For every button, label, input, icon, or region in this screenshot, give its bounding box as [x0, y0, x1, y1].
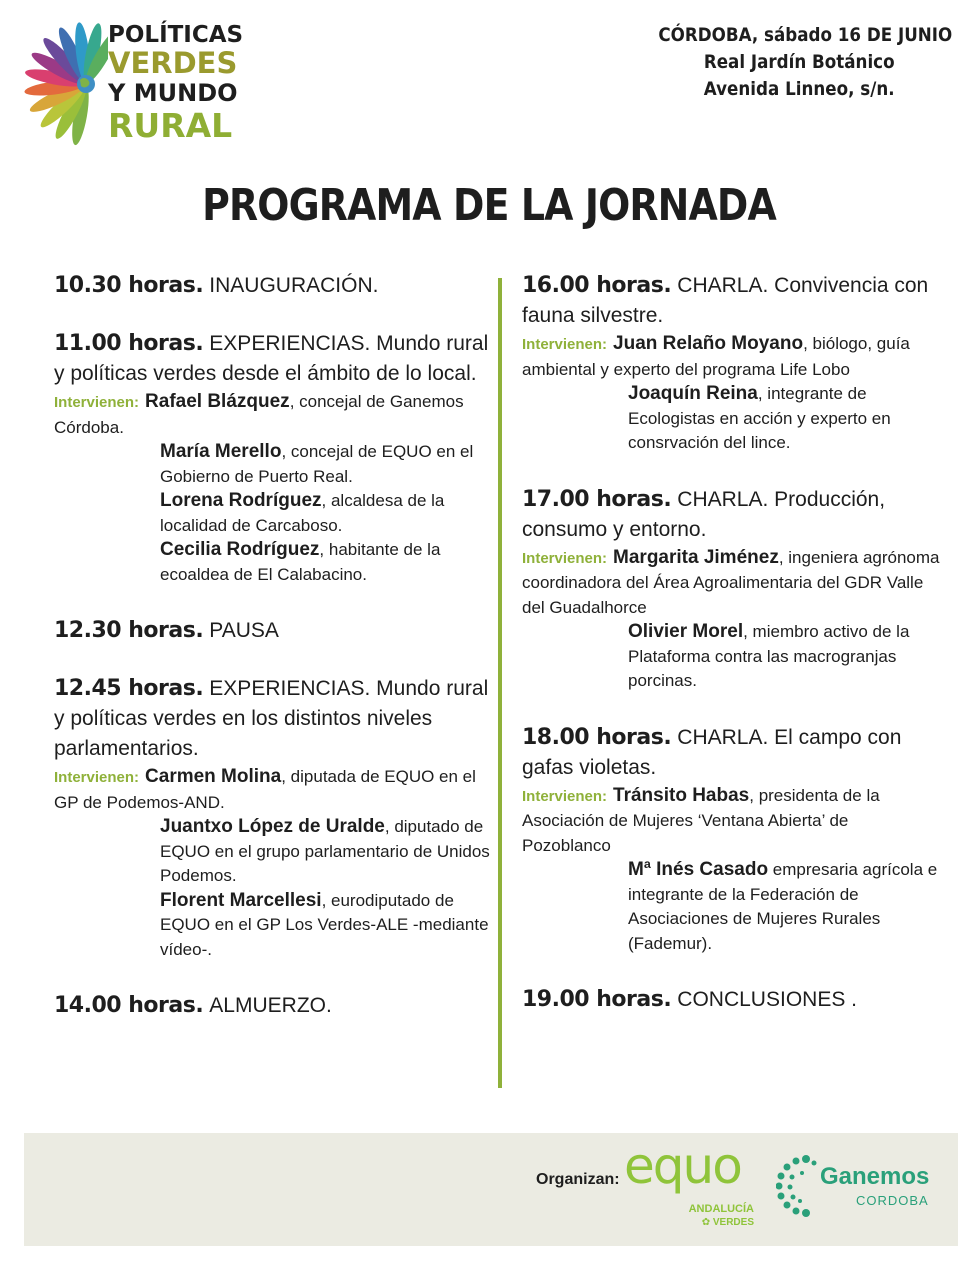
- speaker-desc: , concejal de Ganemos Córdoba.: [54, 392, 464, 437]
- schedule-left-column: [54, 270, 494, 1048]
- speaker-desc: , diputada de EQUO en el GP de Podemos-AND.: [54, 767, 476, 812]
- speakers-label: Intervienen:: [522, 336, 608, 353]
- equo-region: ANDALUCÍA: [688, 1203, 754, 1215]
- speaker-desc: , ingeniera agrónoma coordinadora del Área Agroalimentaria del GDR Valle del Guadalhorce: [522, 547, 940, 617]
- slot-time: 12.30 horas.: [54, 618, 204, 643]
- schedule-slot: [522, 270, 940, 456]
- speaker-desc: , integrante de Ecologistas en acción y experto en consrvación del lince.: [628, 384, 891, 452]
- event-logo: [24, 20, 264, 150]
- ganemos-wordmark: Ganemos: [820, 1163, 930, 1190]
- flower-logo-icon: [24, 20, 108, 150]
- slot-time: 10.30 horas.: [54, 273, 204, 298]
- slot-title: ALMUERZO.: [209, 994, 332, 1017]
- speaker-list: [522, 784, 940, 957]
- equo-wordmark: equo: [624, 1137, 741, 1195]
- schedule-slot: [54, 270, 494, 300]
- speaker-name: Mª Inés Casado: [628, 859, 769, 880]
- slot-title: EXPERIENCIAS. Mundo rural y políticas verdes en los distintos niveles parlamentarios.: [54, 677, 489, 760]
- slot-title: EXPERIENCIAS. Mundo rural y políticas verdes desde el ámbito de lo local.: [54, 332, 489, 385]
- schedule-slot: [54, 615, 494, 645]
- speaker-list: [522, 332, 940, 456]
- slot-time: 18.00 horas.: [522, 724, 672, 750]
- speakers-label: Intervienen:: [522, 549, 608, 567]
- slot-title: CHARLA. El campo con gafas violetas.: [522, 725, 902, 779]
- logo-line-3: Y MUNDO: [108, 79, 238, 107]
- speaker-name: Juan Relaño Moyano: [613, 333, 804, 354]
- speaker-name: Tránsito Habas: [613, 784, 750, 806]
- organizers-footer: [24, 1133, 958, 1246]
- column-divider: [498, 278, 502, 1088]
- speaker-desc: , eurodiputado de EQUO en el GP Los Verdes-ALE -mediante vídeo-.: [160, 890, 489, 959]
- slot-title: INAUGURACIÓN.: [209, 274, 379, 297]
- equo-logo: [624, 1137, 764, 1235]
- speaker-list: [54, 390, 494, 587]
- speaker-list: [522, 546, 940, 694]
- speaker-desc: , biólogo, guía ambiental y experto del programa Life Lobo: [522, 334, 910, 379]
- speakers-label: Intervienen:: [54, 769, 140, 786]
- speaker-list: [54, 765, 494, 962]
- speaker-name: Florent Marcellesi: [160, 889, 322, 911]
- ganemos-city: CORDOBA: [856, 1193, 929, 1208]
- speaker-name: Juantxo López de Uralde: [160, 816, 385, 837]
- organizers-label: Organizan:: [536, 1171, 620, 1188]
- speaker-name: María Merello: [160, 441, 282, 462]
- slot-time: 17.00 horas.: [522, 486, 672, 512]
- slot-time: 12.45 horas.: [54, 676, 204, 701]
- speaker-desc: , presidenta de la Asociación de Mujeres ‘Ventana Abierta’ de Pozoblanco: [522, 785, 880, 855]
- equo-verdes-text: VERDES: [712, 1217, 754, 1228]
- page-title: PROGRAMA DE LA JORNADA: [202, 180, 776, 231]
- schedule-right-column: [522, 270, 940, 1042]
- venue-info: [658, 22, 953, 103]
- schedule-slot: [522, 484, 940, 694]
- venue-place: Real Jardín Botánico: [703, 51, 895, 73]
- slot-title: PAUSA: [209, 619, 279, 642]
- speakers-label: Intervienen:: [54, 394, 140, 411]
- slot-time: 11.00 horas.: [54, 331, 204, 356]
- speaker-desc: , miembro activo de la Plataforma contra las macrogranjas porcinas.: [628, 622, 910, 690]
- slot-time: 16.00 horas.: [522, 273, 672, 298]
- speakers-label: Intervienen:: [522, 787, 608, 805]
- slot-time: 14.00 horas.: [54, 993, 204, 1018]
- schedule-slot: [54, 328, 494, 587]
- ganemos-dots-icon: [776, 1153, 820, 1219]
- schedule-slot: [522, 984, 940, 1014]
- speaker-desc: empresaria agrícola e integrante de la Federación de Asociaciones de Mujeres Rurales (Fademur).: [628, 860, 938, 953]
- venue-date: CÓRDOBA, sábado 16 DE JUNIO: [658, 24, 953, 46]
- speaker-desc: , concejal de EQUO en el Gobierno de Puerto Real.: [160, 442, 474, 486]
- logo-line-2: VERDES: [108, 46, 238, 80]
- ganemos-logo: [776, 1153, 946, 1223]
- slot-title: CHARLA. Producción, consumo y entorno.: [522, 487, 886, 541]
- logo-line-1: POLÍTICAS: [108, 22, 244, 48]
- speaker-name: Margarita Jiménez: [613, 546, 779, 568]
- logo-line-4: RURAL: [108, 106, 233, 145]
- speaker-name: Carmen Molina: [145, 766, 282, 787]
- speaker-name: Olivier Morel: [628, 621, 744, 642]
- schedule-slot: [54, 673, 494, 962]
- slot-title: CONCLUSIONES .: [677, 988, 857, 1011]
- venue-address: Avenida Linneo, s/n.: [703, 78, 895, 100]
- speaker-name: Rafael Blázquez: [145, 391, 290, 412]
- sunflower-icon: ✿: [701, 1217, 713, 1228]
- slot-time: 19.00 horas.: [522, 987, 672, 1012]
- speaker-name: Joaquín Reina: [628, 383, 758, 404]
- speaker-name: Cecilia Rodríguez: [160, 539, 320, 560]
- speaker-name: Lorena Rodríguez: [160, 490, 322, 511]
- schedule-slot: [54, 990, 494, 1020]
- schedule-slot: [522, 722, 940, 957]
- equo-verdes: [702, 1217, 754, 1228]
- slot-title: CHARLA. Convivencia con fauna silvestre.: [522, 274, 929, 327]
- speaker-desc: , diputado de EQUO en el grupo parlamentario de Unidos Podemos.: [160, 817, 490, 885]
- speaker-desc: , alcaldesa de la localidad de Carcaboso.: [160, 491, 445, 535]
- speaker-desc: , habitante de la ecoaldea de El Calabacino.: [160, 540, 441, 584]
